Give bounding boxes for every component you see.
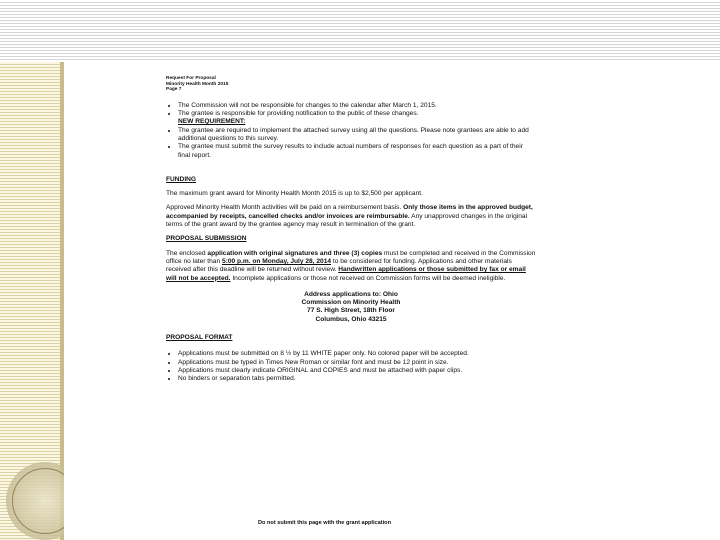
list-item: • Applications must be typed in Times New Roman or similar font and must be 12 point in size. (178, 359, 536, 367)
submission-paragraph: The enclosed application with original signatures and three (3) copies must be completed and received in the Commission office no later than 5:00 p.m. on Monday, July 28, 2014 to be considered for funding. Applications and other materials received after this deadline will be returned without review. Handwritten applications or those submitted by fax or email will not be accepted. Incomplete applications or those not received on Commission forms will be deemed ineligible. (166, 249, 536, 282)
format-heading: PROPOSAL FORMAT (166, 334, 233, 342)
mailing-address: Address applications to: Ohio Commission on Minority Health 77 S. High Street, 18th Floor Columbus, Ohio 43215 (301, 290, 401, 323)
footer-note: Do not submit this page with the grant application (258, 520, 392, 526)
page-header (166, 76, 536, 93)
list-item: • The grantee must submit the survey results to include actual numbers of responses for each question as a part of their final report. (178, 143, 536, 160)
list-item: • Applications must clearly indicate ORIGINAL and COPIES and must be attached with paper clips. (178, 367, 536, 375)
calendar-bullets (166, 102, 536, 160)
header-line-2: Minority Health Month 2015 (166, 81, 229, 87)
format-bullets (166, 350, 536, 383)
funding-heading: FUNDING (166, 175, 197, 183)
funding-paragraph-2: Approved Minority Health Month activities will be paid on a reimbursement basis. Only those items in the approved budget, accompanied by receipts, cancelled checks and/or invoices are reimbursable. Any unapproved changes in the original terms of the grant award by the grantee agency may result in termination of the grant. (166, 204, 533, 229)
list-item: • The Commission will not be responsible for changes to the calendar after March 1, 2015. (178, 102, 536, 110)
list-item: • No binders or separation tabs permitted. (178, 375, 536, 383)
header-line-1: Request For Proposal (166, 76, 216, 81)
funding-paragraph-1: The maximum grant award for Minority Health Month 2015 is up to $2,500 per applicant. (166, 190, 423, 198)
document-body (166, 76, 536, 384)
list-item: • Applications must be submitted on 8 ½ by 11 WHITE paper only. No colored paper will be accepted. (178, 350, 536, 358)
submission-heading: PROPOSAL SUBMISSION (166, 235, 247, 243)
header-line-3: Page 7 (166, 87, 182, 93)
list-item: • The grantee is responsible for providing notification to the public of these changes. NEW REQUIREMENT: (178, 110, 536, 127)
new-requirement-label: NEW REQUIREMENT: (178, 118, 246, 126)
header-stripes (0, 0, 720, 62)
list-item: • The grantee are required to implement the attached survey using all the questions. Please note grantees are able to add additional questions to this survey. (178, 127, 536, 144)
